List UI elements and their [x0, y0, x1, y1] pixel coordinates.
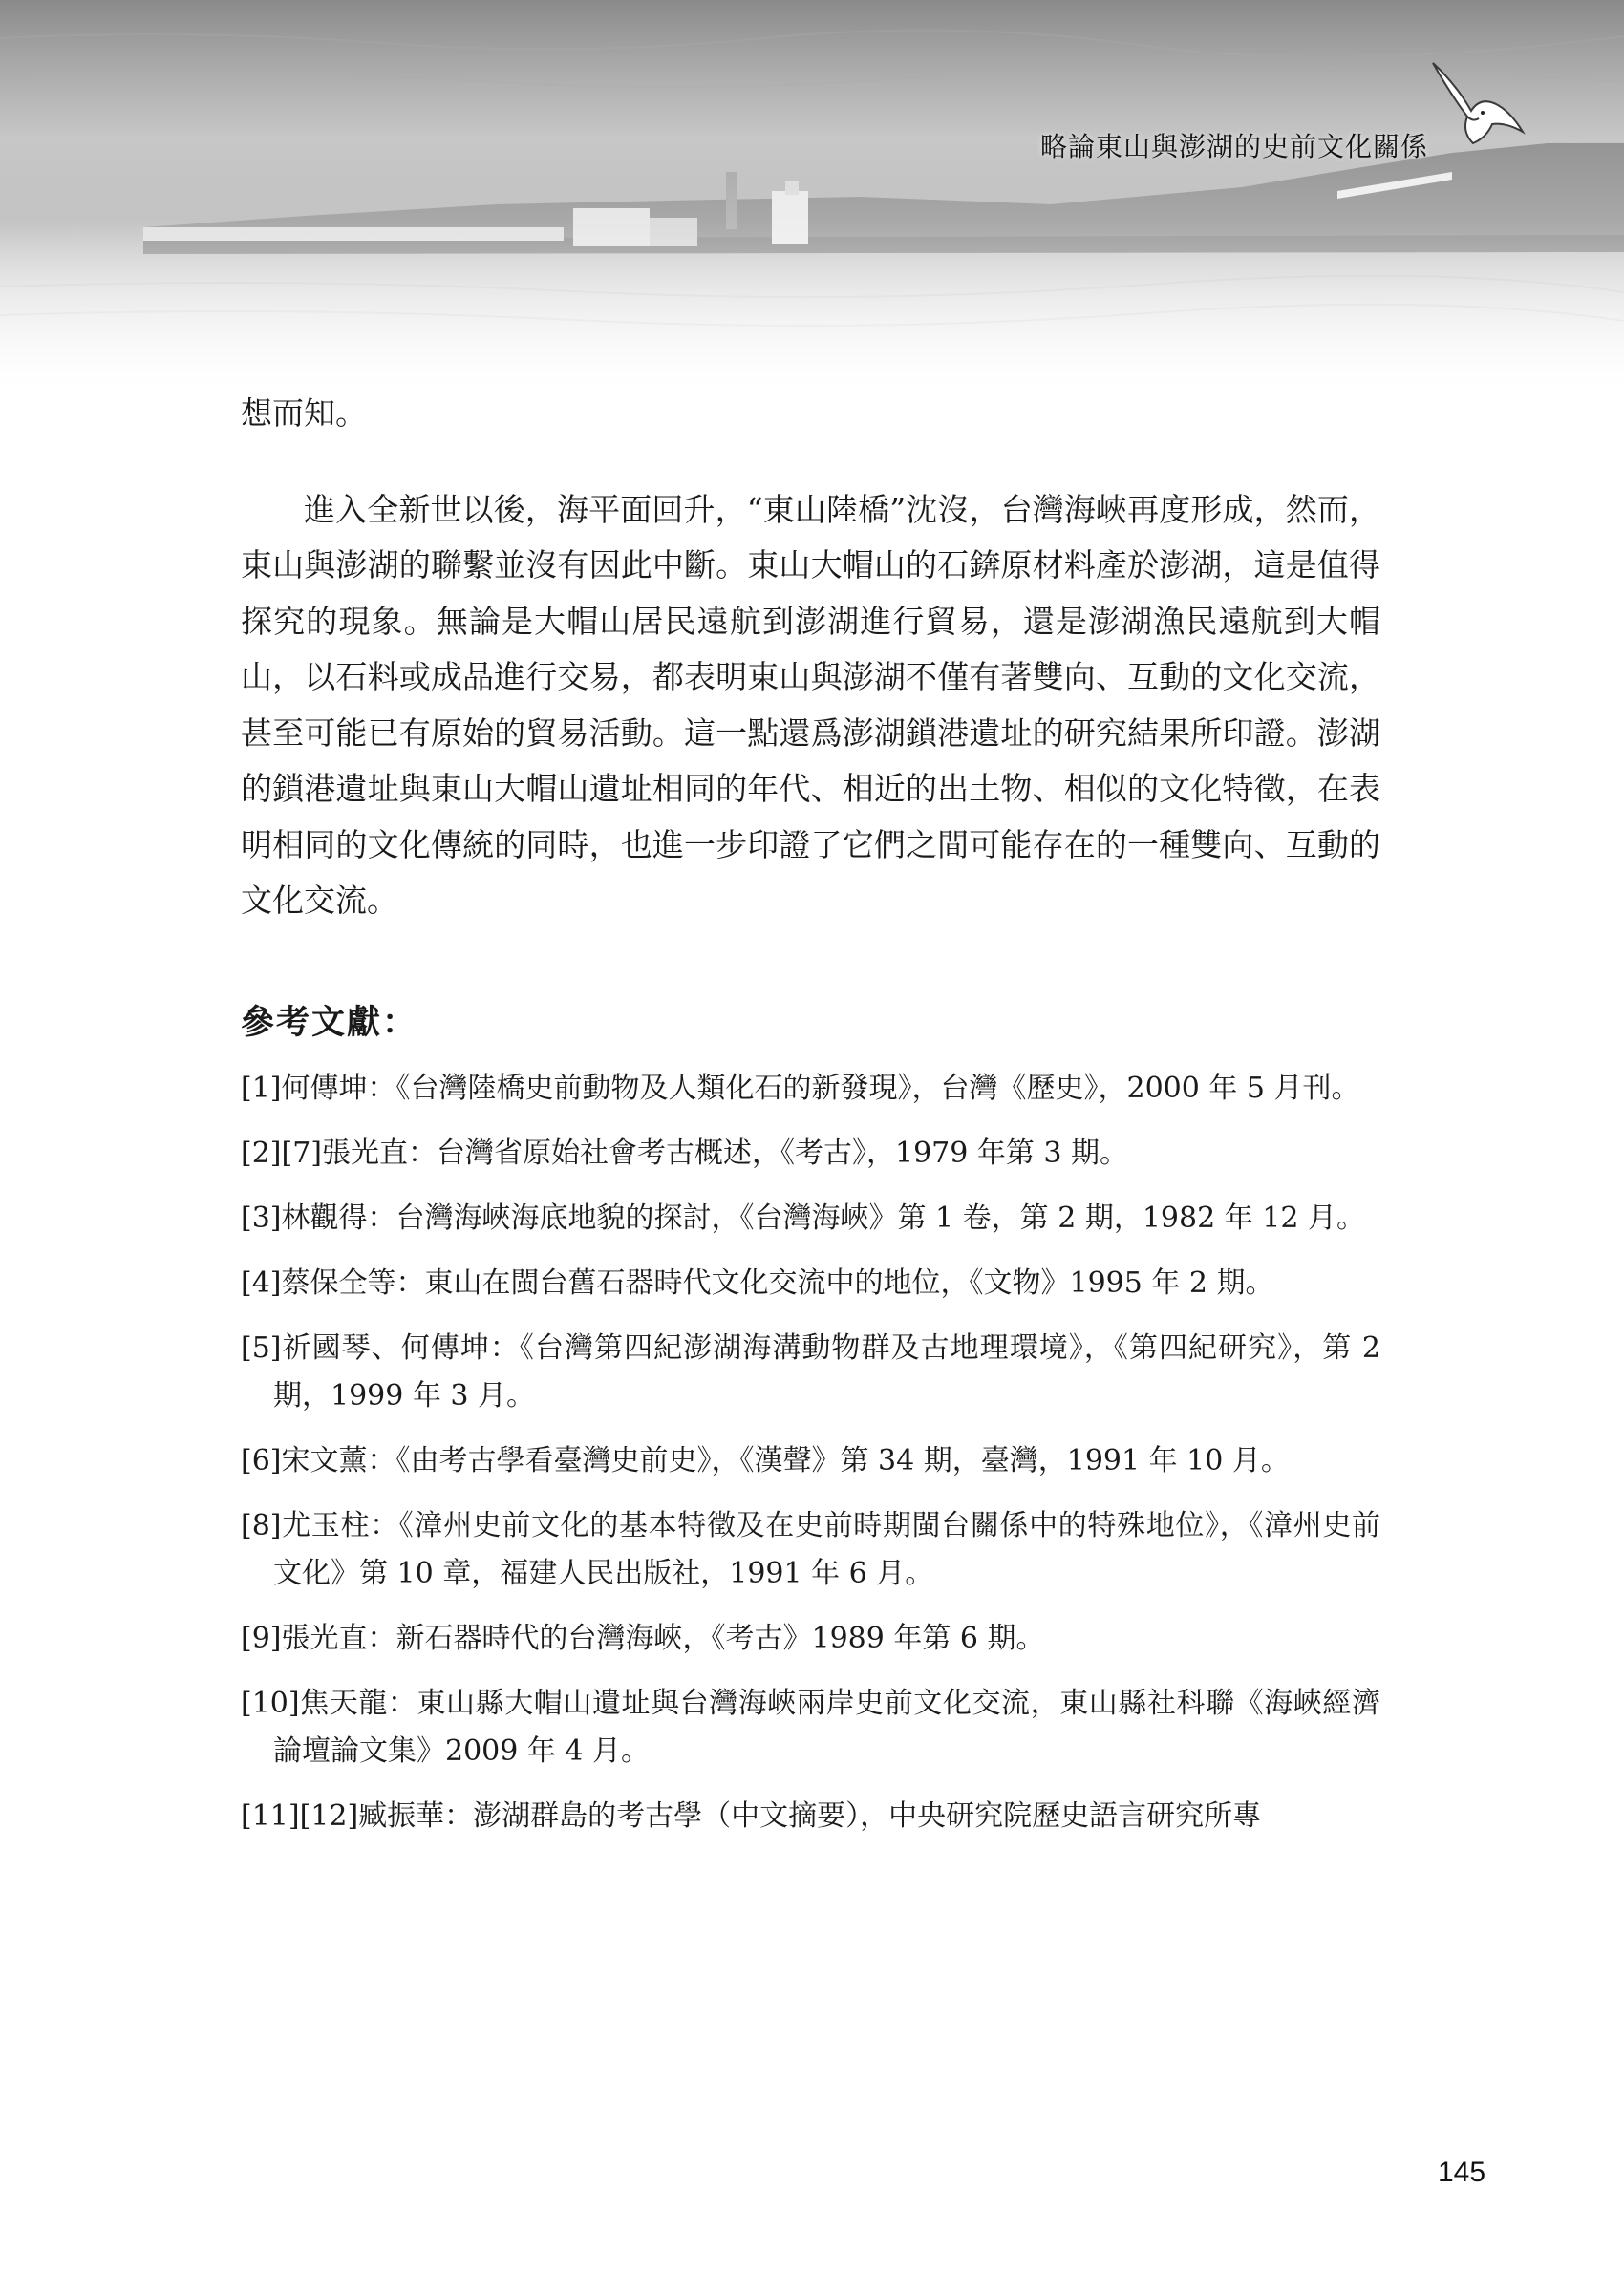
main-content [241, 386, 1380, 1858]
reference-item: [6]宋文薰：《由考古學看臺灣史前史》，《漢聲》第 34 期，臺灣，1991 年 10 月。 [241, 1443, 1290, 1478]
reference-item: [9]張光直：新石器時代的台灣海峽，《考古》1989 年第 6 期。 [241, 1621, 1045, 1655]
running-title: 略論東山與澎湖的史前文化關係 [1039, 131, 1428, 162]
references-heading: 參考文獻： [241, 1002, 418, 1042]
body-paragraph: 想而知。 [241, 394, 367, 432]
reference-item: [11][12]臧振華：澎湖群島的考古學（中文摘要），中央研究院歷史語言研究所專 [241, 1798, 1262, 1833]
reference-item: [3]林觀得：台灣海峽海底地貌的探討，《台灣海峽》第 1 卷，第 2 期，1982 年 12 月。 [241, 1201, 1365, 1235]
reference-item: [8]尤玉柱：《漳州史前文化的基本特徵及在史前時期閩台關係中的特殊地位》，《漳州史前文化》第 10 章，福建人民出版社，1991 年 6 月。 [241, 1508, 1380, 1590]
reference-item: [1]何傳坤：《台灣陸橋史前動物及人類化石的新發現》，台灣《歷史》，2000 年 5 月刊。 [241, 1071, 1360, 1105]
reference-item: [2][7]張光直：台灣省原始社會考古概述，《考古》，1979 年第 3 期。 [241, 1136, 1129, 1170]
seagull-icon [1423, 55, 1528, 160]
seascape-image [0, 0, 1624, 401]
body-paragraph: 進入全新世以後，海平面回升，“東山陸橋”沈沒，台灣海峽再度形成，然而，東山與澎湖的聯繫並沒有因此中斷。東山大帽山的石錛原材料產於澎湖，這是值得探究的現象。無論是大帽山居民遠航到澎湖進行貿易，還是澎湖漁民遠航到大帽山，以石料或成品進行交易，都表明東山與澎湖不僅有著雙向、互動的文化交流，甚至可能已有原始的貿易活動。這一點還爲澎湖鎖港遺址的研究結果所印證。澎湖的鎖港遺址與東山大帽山遺址相同的年代、相近的出土物、相似的文化特徵，在表明相同的文化傳統的同時，也進一步印證了它們之間可能存在的一種雙向、互動的文化交流。 [241, 490, 1380, 919]
reference-item: [10]焦天龍：東山縣大帽山遺址與台灣海峽兩岸史前文化交流，東山縣社科聯《海峽經濟論壇論文集》2009 年 4 月。 [241, 1686, 1380, 1768]
reference-item: [5]祈國琴、何傳坤：《台灣第四紀澎湖海溝動物群及古地理環境》，《第四紀研究》，第 2 期，1999 年 3 月。 [241, 1330, 1380, 1413]
header-banner [0, 0, 1624, 401]
page-number: 145 [1438, 2157, 1486, 2188]
reference-item: [4]蔡保全等：東山在閩台舊石器時代文化交流中的地位，《文物》1995 年 2 期。 [241, 1265, 1274, 1300]
references-list [241, 1065, 1380, 1840]
